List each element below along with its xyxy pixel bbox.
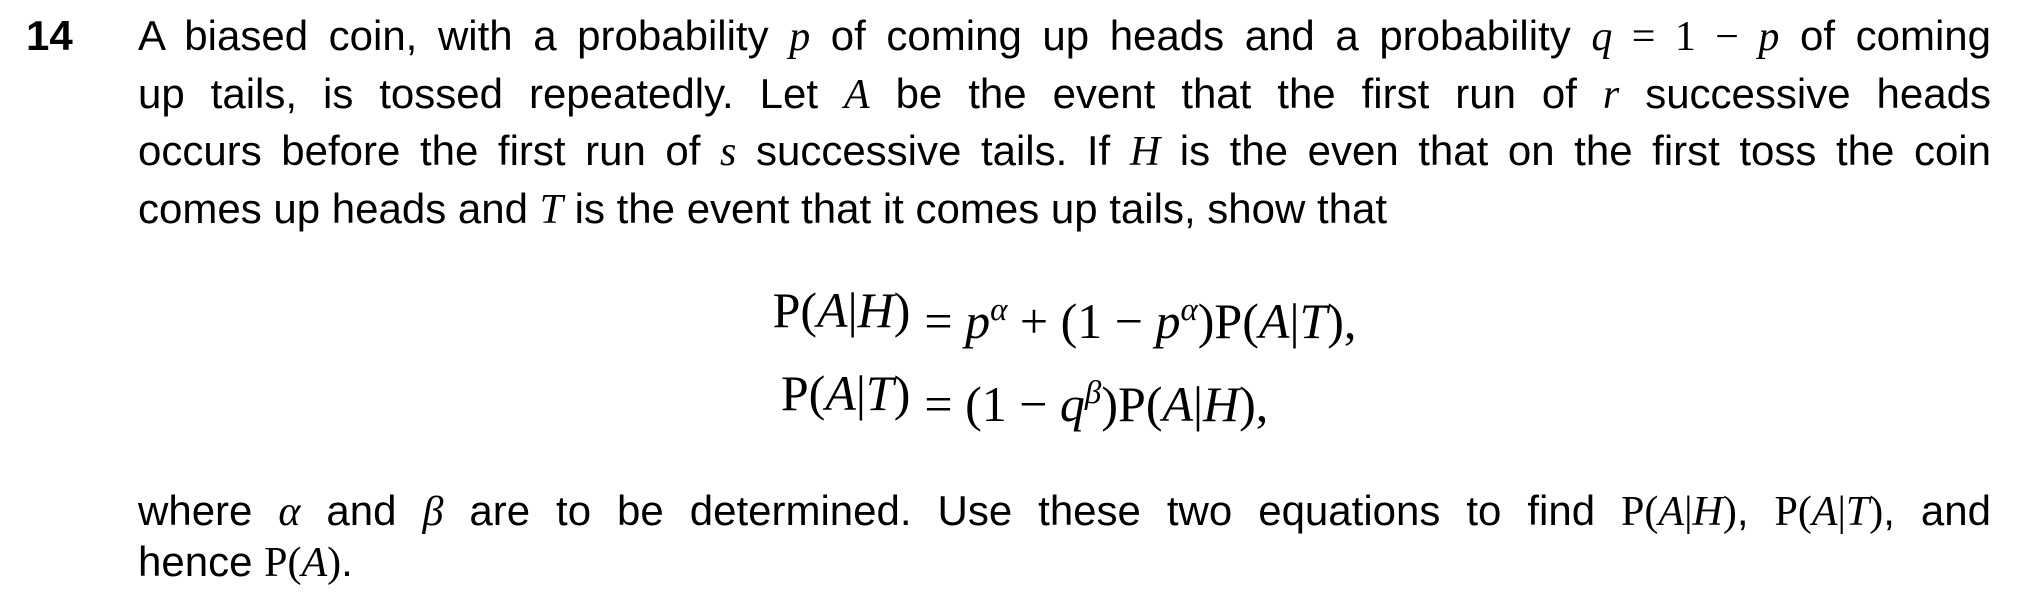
math-var: A (843, 71, 870, 118)
problem-statement (138, 8, 1991, 238)
math-var: p (965, 293, 991, 350)
text-run: occurs before the first run of (138, 127, 721, 174)
math-roman: | (1837, 489, 1846, 536)
text-run: of coming up heads and a probability (810, 12, 1592, 59)
math-var: s (720, 129, 737, 175)
text-run: is the even that on the first toss the coin (1160, 127, 1991, 174)
math-roman: )P( (1197, 293, 1259, 350)
equation-1-lhs (773, 279, 911, 352)
math-roman: = (1 − (924, 376, 1060, 433)
math-var: A (1658, 489, 1685, 536)
math-var: T (1299, 293, 1328, 350)
math-roman: ), (1327, 293, 1357, 350)
text-run: A biased coin, with a probability (138, 12, 790, 59)
math-roman: ) (893, 365, 911, 422)
equation-1-rhs (910, 279, 1356, 352)
math-roman: = (924, 293, 966, 350)
math-roman: P( (780, 365, 826, 422)
equation-2-lhs (773, 362, 911, 435)
math-roman: ), (1239, 376, 1269, 433)
math-var: H (1203, 376, 1240, 433)
math-var: q (1059, 376, 1085, 433)
math-roman: | (1193, 376, 1204, 433)
text-run: , (1736, 487, 1775, 535)
text-run: up tails, is tossed repeatedly. Let (138, 69, 844, 117)
text-run: are to be determined. Use these two equations to find (443, 487, 1622, 535)
math-roman: ) (1722, 489, 1737, 536)
equation-block (773, 279, 1357, 435)
text-run: and (300, 487, 423, 535)
text-run: is the event that it comes up tails, show that (562, 184, 1388, 232)
text-run: comes up heads and (138, 184, 540, 232)
text-run: hence (138, 538, 265, 586)
math-var: T (1845, 489, 1870, 536)
math-roman: | (1684, 489, 1693, 536)
math-roman: + (1 − (1007, 293, 1156, 350)
math-var: q (1591, 14, 1613, 60)
statement-line-1 (138, 8, 1991, 66)
math-var: p (1758, 14, 1780, 60)
math-var: A (1258, 293, 1290, 350)
math-var: α (278, 489, 301, 536)
math-var: A (825, 365, 856, 422)
equation-2-rhs (910, 362, 1356, 435)
math-roman: ) (1869, 489, 1884, 536)
math-roman: | (847, 282, 858, 338)
math-var: H (1692, 489, 1723, 536)
math-roman: P( (1621, 489, 1659, 536)
question-line-2 (138, 537, 1991, 588)
math-superscript: α (1180, 292, 1198, 328)
problem-question (138, 486, 1991, 588)
math-roman: | (855, 365, 866, 422)
math-var: H (1129, 129, 1161, 175)
statement-line-2 (138, 66, 1991, 124)
problem-body (138, 8, 2019, 588)
math-superscript: β (1084, 375, 1102, 412)
question-line-1 (138, 486, 1991, 537)
math-var: T (865, 365, 894, 422)
text-run: , and (1883, 487, 1992, 535)
text-run: of coming (1779, 12, 1992, 59)
text-run: successive tails. If (736, 127, 1130, 174)
math-roman: ) (893, 282, 911, 338)
statement-line-4 (138, 181, 1991, 239)
math-roman: P( (264, 540, 302, 587)
statement-line-3 (138, 123, 1991, 181)
math-var: A (817, 282, 848, 338)
text-run: . (341, 538, 353, 586)
math-var: A (301, 540, 328, 587)
math-var: A (1162, 376, 1194, 433)
text-run: be the event that the first run of (869, 69, 1603, 117)
math-roman: )P( (1101, 376, 1163, 433)
math-roman: ) (327, 540, 342, 587)
math-var: H (857, 282, 894, 338)
text-run: where (138, 487, 279, 535)
math-roman: P( (1774, 489, 1812, 536)
math-var: β (422, 489, 444, 536)
problem-number: 14 (26, 12, 73, 59)
math-var: A (1811, 489, 1838, 536)
text-run: successive heads (1619, 69, 1991, 117)
math-var: p (789, 14, 811, 60)
math-roman: | (1289, 293, 1300, 350)
math-var: r (1602, 71, 1620, 118)
math-superscript: α (990, 292, 1008, 328)
math-var: p (1155, 293, 1181, 350)
math-roman: P( (772, 282, 818, 338)
math-roman: = 1 − (1612, 14, 1759, 60)
math-var: T (539, 186, 563, 233)
